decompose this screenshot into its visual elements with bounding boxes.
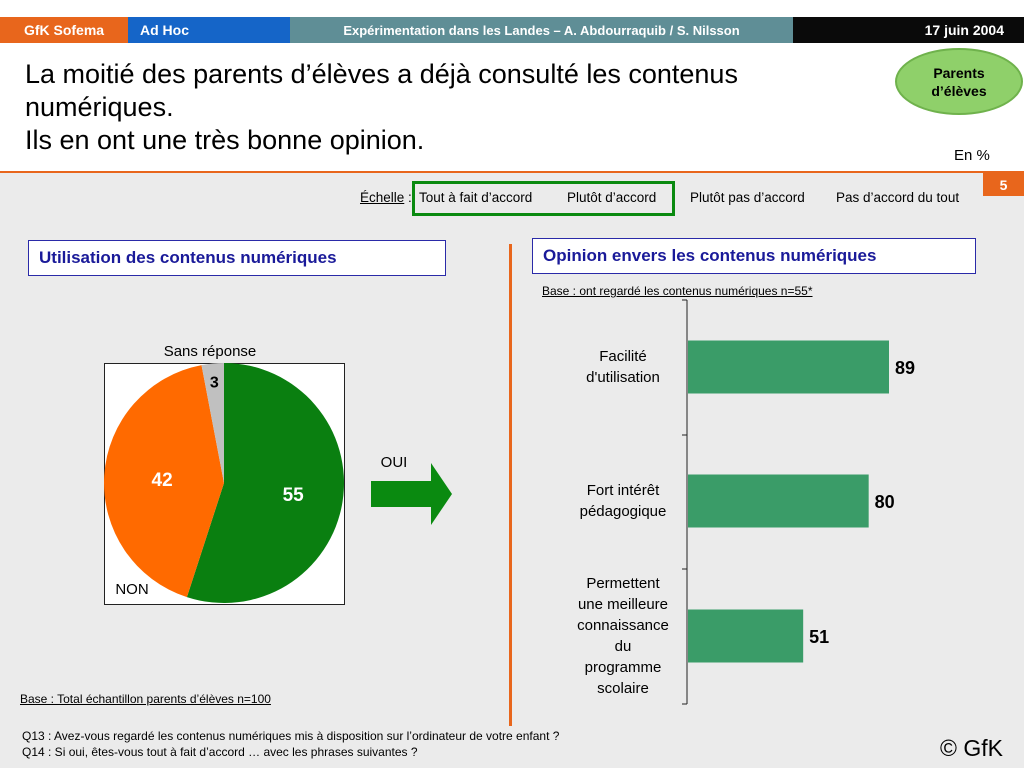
right-base-note: Base : ont regardé les contenus numériques n=55* [542, 284, 813, 298]
pie-value-label: 42 [151, 470, 173, 492]
bar [688, 610, 803, 663]
scale-separator: : [404, 190, 412, 205]
bar [688, 341, 889, 394]
pie-category-label: NON [115, 581, 149, 598]
brand-label: GfK Sofema [0, 17, 128, 43]
bar-category-label: Facilité d'utilisation [586, 348, 660, 386]
scale-item-1: Tout à fait d’accord [419, 190, 533, 205]
pie-value-label: 3 [209, 374, 219, 392]
left-section-title: Utilisation des contenus numériques [28, 240, 446, 276]
study-label: Expérimentation dans les Landes – A. Abdourraquib / S. Nilsson [290, 17, 793, 43]
title-line-3: Ils en ont une très bonne opinion. [25, 125, 425, 155]
title-line-2: numériques. [25, 92, 174, 122]
bar [688, 475, 869, 528]
question-q14: Q14 : Si oui, êtes-vous tout à fait d’accord … avec les phrases suivantes ? [22, 745, 418, 759]
category-label: Ad Hoc [128, 17, 290, 43]
right-section-title: Opinion envers les contenus numériques [532, 238, 976, 274]
bar-value-label: 51 [809, 627, 830, 647]
scale-label: Échelle [360, 190, 405, 205]
bar-category-label: Fort intérêt pédagogique [579, 482, 667, 520]
date-label: 17 juin 2004 [793, 17, 1024, 43]
questions-footnote [22, 728, 559, 760]
pie-category-label: OUI [380, 454, 408, 471]
scale-item-4: Pas d’accord du tout [836, 190, 960, 205]
scale-item-3: Plutôt pas d’accord [690, 190, 805, 205]
copyright: © GfK [940, 735, 1003, 761]
bar-category-label: Permettent une meilleure connaissance du programme scolaire [577, 575, 669, 697]
pie-category-label: Sans réponse [163, 343, 257, 360]
badge-line-1: Parents [933, 64, 985, 81]
title-line-1: La moitié des parents d’élèves a déjà consulté les contenus [25, 59, 738, 89]
page-number: 5 [983, 173, 1024, 196]
scale-item-2: Plutôt d’accord [567, 190, 657, 205]
badge-line-2: d’élèves [931, 82, 987, 99]
left-base-note: Base : Total échantillon parents d’élèves n=100 [20, 692, 271, 706]
unit-label: En % [954, 147, 990, 164]
bar-value-label: 80 [874, 492, 895, 512]
pie-value-label: 55 [282, 484, 304, 506]
question-q13: Q13 : Avez-vous regardé les contenus numériques mis à disposition sur l’ordinateur de votre enfant ? [22, 729, 560, 743]
bar-value-label: 89 [895, 358, 916, 378]
oui-arrow [371, 463, 452, 525]
